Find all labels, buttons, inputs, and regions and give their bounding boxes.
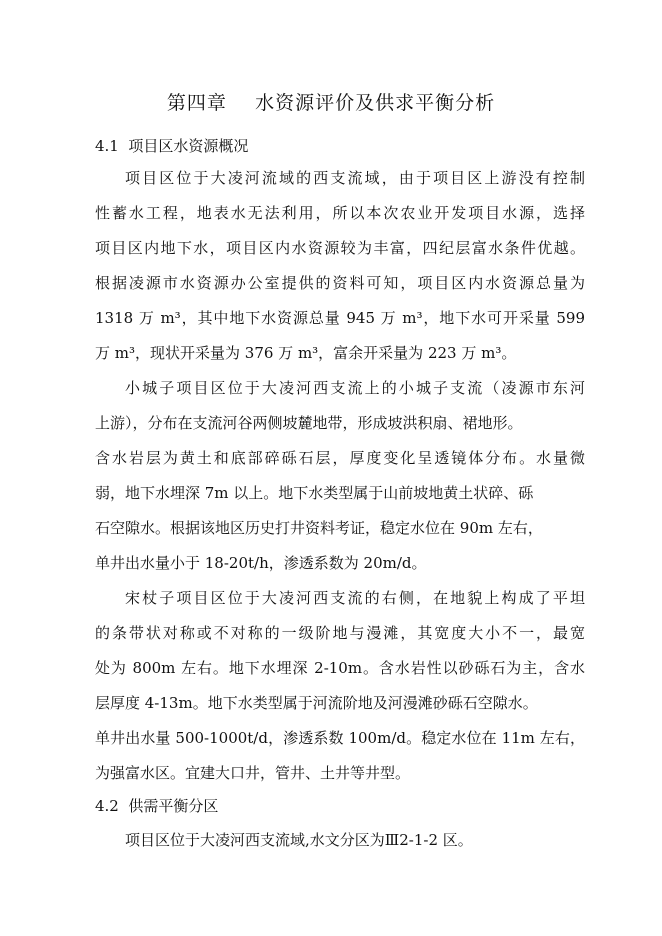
paragraph-line: 的条带状对称或不对称的一级阶地与漫滩，其宽度大小不一，最宽 (95, 624, 585, 642)
paragraph-line: 项目区位于大凌河流域的西支流域，由于项目区上游没有控制 (125, 169, 585, 187)
paragraph-line: 单井出水量小于 18-20t/h，渗透系数为 20m/d。 (95, 554, 427, 572)
paragraph-line: 项目区位于大凌河西支流域,水文分区为Ⅲ2-1-2 区。 (125, 831, 473, 849)
paragraph-line: 1318 万 m³，其中地下水资源总量 945 万 m³，地下水可开采量 599 (95, 309, 585, 327)
paragraph-line: 单井出水量 500-1000t/d，渗透系数 100m/d。稳定水位在 11m 左右， (95, 729, 585, 747)
paragraph-line: 为强富水区。宜建大口井，管井、土井等井型。 (95, 764, 411, 782)
paragraph-line: 根据凌源市水资源办公室提供的资料可知，项目区内水资源总量为 (95, 274, 585, 292)
paragraph-line: 含水岩层为黄土和底部碎砾石层，厚度变化呈透镜体分布。水量微 (95, 449, 585, 467)
paragraph-line: 性蓄水工程，地表水无法利用，所以本次农业开发项目水源，选择 (95, 204, 585, 222)
section-heading-4-1: 4.1 项目区水资源概况 (95, 137, 249, 155)
paragraph-line: 处为 800m 左右。地下水埋深 2-10m。含水岩性以砂砾石为主，含水 (95, 659, 585, 677)
paragraph-line: 万 m³，现状开采量为 376 万 m³，富余开采量为 223 万 m³。 (95, 344, 517, 362)
chapter-title: 第四章 水资源评价及供求平衡分析 (166, 92, 496, 114)
paragraph-line: 层厚度 4-13m。地下水类型属于河流阶地及河漫滩砂砾石空隙水。 (95, 694, 538, 712)
paragraph-line: 项目区内地下水，项目区内水资源较为丰富，四纪层富水条件优越。 (95, 239, 585, 257)
paragraph-line: 小城子项目区位于大凌河西支流上的小城子支流（凌源市东河 (125, 379, 585, 397)
paragraph-line: 弱，地下水埋深 7m 以上。地下水类型属于山前坡地黄土状碎、砾 (95, 484, 534, 502)
paragraph-line: 石空隙水。根据该地区历史打井资料考证，稳定水位在 90m 左右， (95, 519, 543, 537)
paragraph-line: 宋杖子项目区位于大凌河西支流的右侧，在地貌上构成了平坦 (125, 589, 585, 607)
section-heading-4-2: 4.2 供需平衡分区 (95, 797, 219, 815)
paragraph-line: 上游），分布在支流河谷两侧坡麓地带，形成坡洪积扇、裙地形。 (95, 414, 523, 432)
